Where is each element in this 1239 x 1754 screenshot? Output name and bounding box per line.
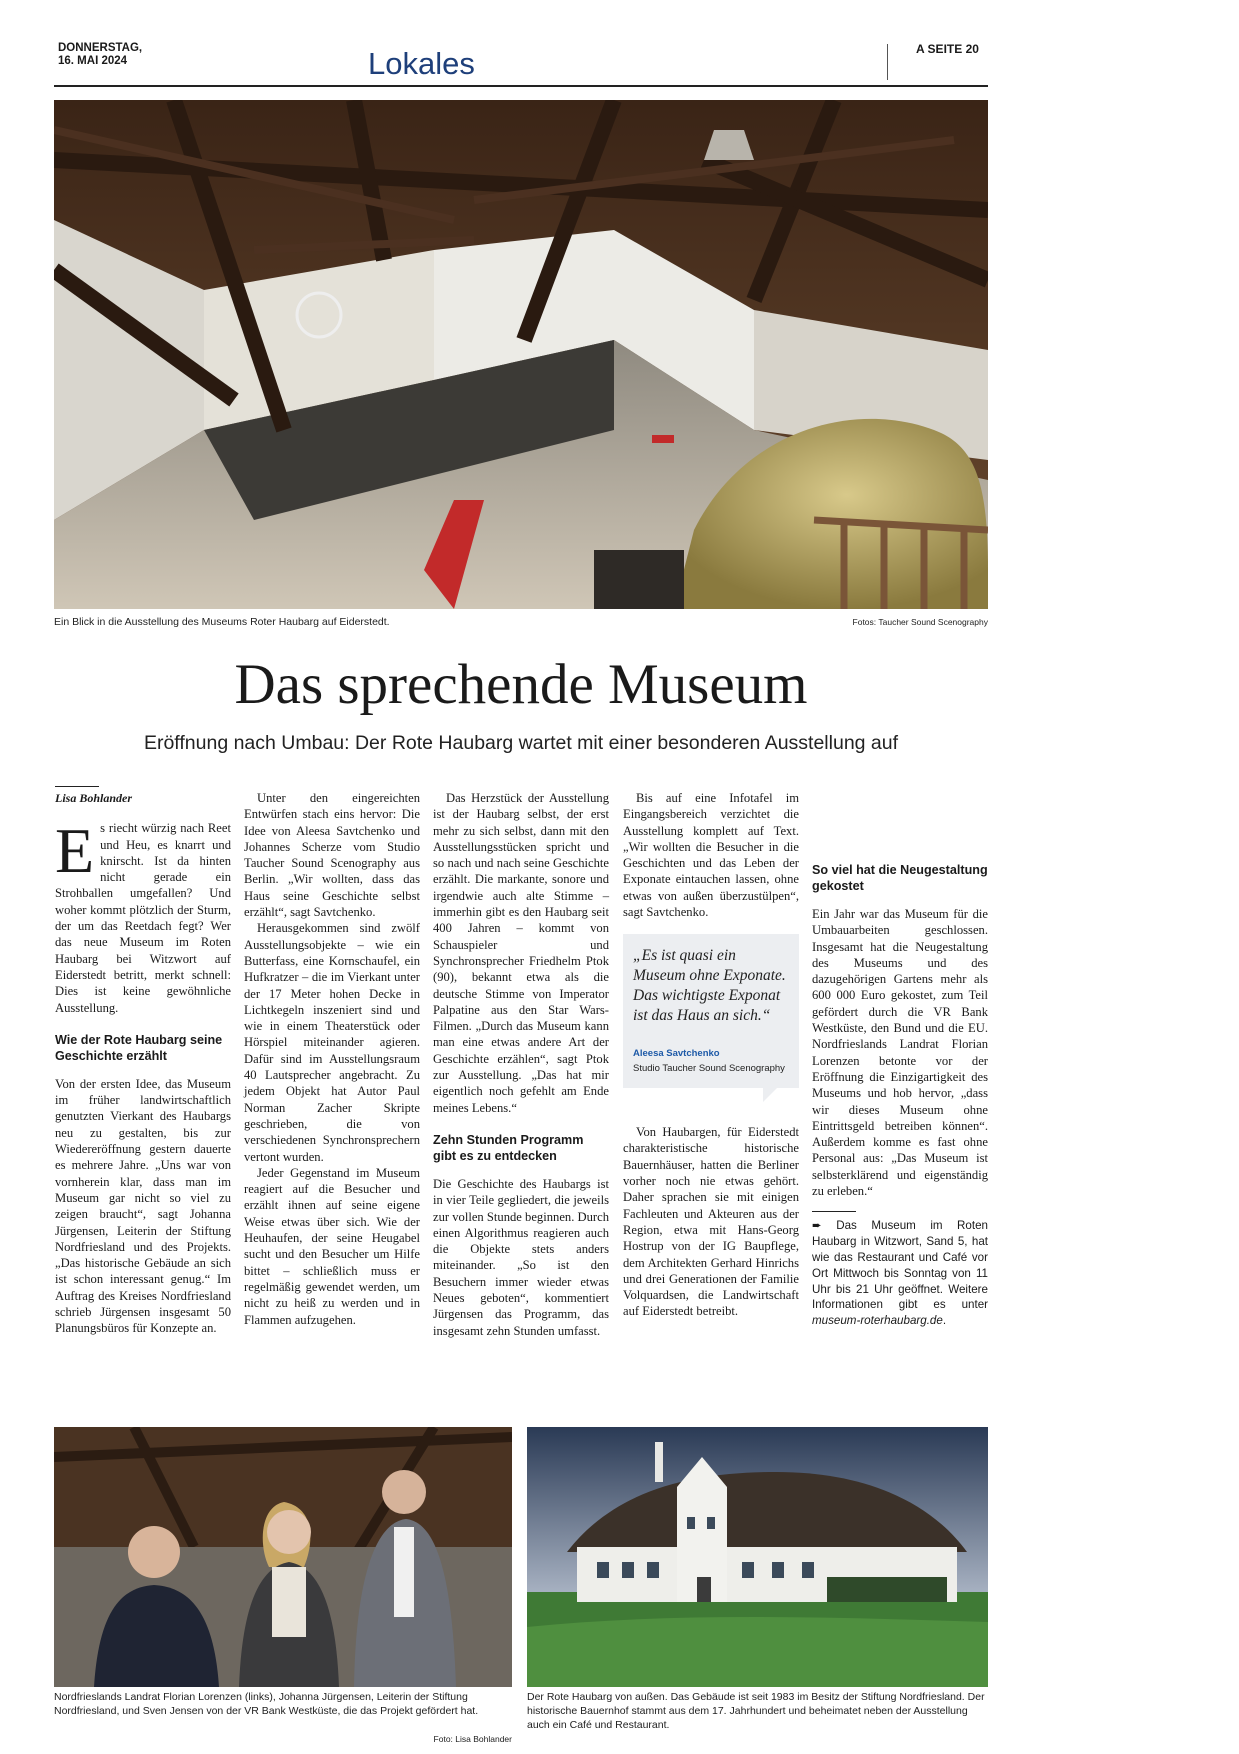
subheadline: Eröffnung nach Umbau: Der Rote Haubarg wartet mit einer besonderen Ausstellung auf [143, 732, 899, 754]
paragraph: Die Geschichte des Haubargs ist in vier Teile gegliedert, die jeweils zur vollen Stunde beginnen. Durch einen Algorithmus reagieren auch die Objekte stets anders miteinander. „So ist den Besuchern immer wieder etwas Neues geboten“, kommentiert Jürgensen das Programm, das insgesamt zehn Stunden umfasst. [433, 1176, 609, 1338]
subheading-story: Wie der Rote Haubarg seine Geschichte erzählt [55, 1032, 223, 1063]
speech-bubble-tail [763, 1088, 777, 1102]
house-photo-caption: Der Rote Haubarg von außen. Das Gebäude ist seit 1983 im Besitz der Stiftung Nordfriesland. Der historische Bauernhof stammt aus dem 17. Jahrhundert und beheimatet neben der Ausstellung auch ein Café und Restaurant. [527, 1691, 985, 1731]
museum-interior-photo [54, 100, 988, 609]
article-column-3 [433, 790, 609, 1339]
paragraph: Jeder Gegenstand im Museum reagiert auf die Besucher und erzählt ihnen auf seine eigene Weise etwas über sich. Wie der Heuhaufen, der seine Heugabel sucht und den Besucher um Hilfe bittet – schließlich muss er regelmäßig gewendet werden, um nicht zu heiß zu werden und in Flammen aufzugehen. [244, 1165, 420, 1327]
paragraph-intro: s riecht würzig nach Reet und Heu, es knarrt und knirscht. Ist da hinten nicht gerade ein Strohballen umgefallen? Und woher kommt plötzlich der Sturm, der um das Reetdach fegt? Wer das neue Museum im Roten Haubarg bei Witzwort auf Eiderstedt betritt, merkt schnell: Dies ist keine gewöhnliche Ausstellung. [55, 821, 231, 1015]
date: 16. MAI 2024 [58, 55, 128, 67]
main-photo-credit: Fotos: Taucher Sound Scenography [852, 617, 988, 627]
paragraph: Unter den eingereichten Entwürfen stach eins hervor: Die Idee von Aleesa Savtchenko und Johannes Scherze vom Studio Taucher Sound Scenography aus Berlin. „Wir wollten, dass das Haus seine Geschichte selbst erzählt“, sagt Savtchenko. [244, 791, 420, 920]
page-reference: A SEITE 20 [916, 42, 979, 56]
header-divider [887, 44, 888, 80]
website-link[interactable]: museum-roterhaubarg.de [812, 1314, 943, 1328]
quote-author-role: Studio Taucher Sound Scenography [633, 1062, 785, 1074]
header-rule [54, 85, 988, 87]
info-rule [812, 1211, 856, 1212]
pull-quote [623, 934, 799, 1088]
info-box [812, 1218, 988, 1329]
people-photo-credit: Foto: Lisa Bohlander [433, 1734, 512, 1744]
paragraph: Herausgekommen sind zwölf Ausstellungsobjekte – wie ein Butterfass, eine Kornschaufel, ein Hufkratzer – die im Vierkant unter der 17 Meter hohen Decke in Lichtkegeln inszeniert sind und wie in einem Theaterstück oder Hörspiel miteinander agieren. Dafür sind im Ausstellungsraum 40 Lautsprecher angebracht. Zu jedem Objekt hat Autor Paul Norman Zacher Skripte geschrieben, die von verschiedenen Synchronsprechern vertont wurden. [244, 921, 420, 1164]
people-photo [54, 1427, 512, 1687]
article-column-2 [244, 790, 420, 1328]
paragraph: Bis auf eine Infotafel im Eingangsbereich verzichtet die Ausstellung komplett auf Text. „Wir wollten die Besucher in die Geschichten und das Leben der Exponate eintauchen lassen, ohne etwas von außen überzustülpen“, sagt Savtchenko. [623, 791, 799, 920]
article-column-1 [55, 790, 231, 1337]
main-photo-caption: Ein Blick in die Ausstellung des Museums Roter Haubarg auf Eiderstedt. [54, 616, 390, 628]
edition-date [58, 42, 142, 68]
weekday: DONNERSTAG, [58, 42, 143, 54]
haubarg-exterior-photo [527, 1427, 988, 1687]
paragraph: Von Haubargen, für Eiderstedt charakteristische historische Bauernhäuser, hatten die Berliner vorher noch nie etwas gehört. Daher sprachen sie mit einigen Fachleuten und Akteuren aus der Region, etwa mit Hans-Georg Hostrup von der IG Baupflege, dem Architekten Gerhard Hinrichs und drei Generationen der Familie Volquardsen, die Landwirtschaft auf Eiderstedt betreibt. [623, 1125, 799, 1319]
subheading-costs: So viel hat die Neugestaltung gekostet [812, 863, 988, 893]
author-byline: Lisa Bohlander [55, 791, 133, 805]
subheading-program: Zehn Stunden Programm gibt es zu entdecken [433, 1132, 584, 1163]
quote-author: Aleesa Savtchenko [633, 1048, 720, 1060]
article-column-4 [623, 790, 799, 1320]
dropcap: E [55, 815, 95, 887]
paragraph: Von der ersten Idee, das Museum im früher landwirtschaftlich genutzten Vierkant des Haubargs neu zu gestalten, bis zur Wiedereröffnung gestern dauerte es mehrere Jahre. „Uns war von vornherein klar, dass man im Museum gar nicht so viel zu zeigen braucht“, sagt Johanna Jürgensen, Leiterin der Stiftung Nordfriesland und des Projekts. „Das historische Gebäude an sich ist schon interessant genug.“ Im Auftrag des Kreises Nordfriesland schrieb Jürgensen insgesamt 50 Planungsbüros für Konzepte an. [55, 1076, 231, 1336]
article-column-5 [812, 790, 988, 1329]
paragraph: Ein Jahr war das Museum für die Umbauarbeiten geschlossen. Insgesamt hat die Neugestaltung des Museums und des dazugehörigen Gartens mehr als 600 000 Euro gekostet, zum Teil gefördert durch die VR Bank Westküste, den Bund und die EU. Nordfrieslands Landrat Florian Lorenzen betonte vor der Eröffnung die Einzigartigkeit des Museums und hob hervor, „dass wir dieses Museum ohne Eintrittsgeld betreiben können“. Außerdem komme es fast ohne Personal aus: „Das Museum ist selbsterklärend und eigenständig zu erleben.“ [812, 907, 988, 1199]
people-photo-caption: Nordfrieslands Landrat Florian Lorenzen (links), Johanna Jürgensen, Leiterin der Stiftung Nordfriesland, und Sven Jensen von der VR Bank Westküste, die das Projekt gefördert hat. [54, 1691, 479, 1717]
author-rule [55, 786, 99, 787]
headline: Das sprechende Museum [234, 653, 808, 716]
section-title: Lokales [368, 46, 475, 81]
info-end: . [942, 1314, 947, 1328]
info-text: ➨ Das Museum im Roten Haubarg in Witzwort, Sand 5, hat wie das Restaurant und Café vor Ort Mittwoch bis Sonntag von 11 Uhr bis 21 Uhr geöffnet. Weitere Informationen gibt es unter [812, 1219, 988, 1312]
paragraph: Das Herzstück der Ausstellung ist der Haubarg selbst, der erst mehr zu sich selbst, dann mit den Ausstellungsstücken spricht und so nach und nach seine Geschichte erzählt. Die markante, sonore und irgendwie auch alte Stimme – immerhin gibt es den Haubarg seit 400 Jahren – kommt von Schauspieler und Synchronsprecher Friedhelm Ptok (90), bekannt etwa als die deutsche Stimme von Imperator Palpatine aus den Star Wars-Filmen. „Durch das Museum kann man eine etwas andere Art der Geschichte erzählen“, sagt Ptok zur Ausstellung. „Das hat mir eigentlich noch gefehlt am Ende meines Lebens.“ [433, 791, 609, 1115]
quote-text: „Es ist quasi ein Museum ohne Exponate. Das wichtigste Exponat ist das Haus an sich.“ [633, 947, 786, 1025]
